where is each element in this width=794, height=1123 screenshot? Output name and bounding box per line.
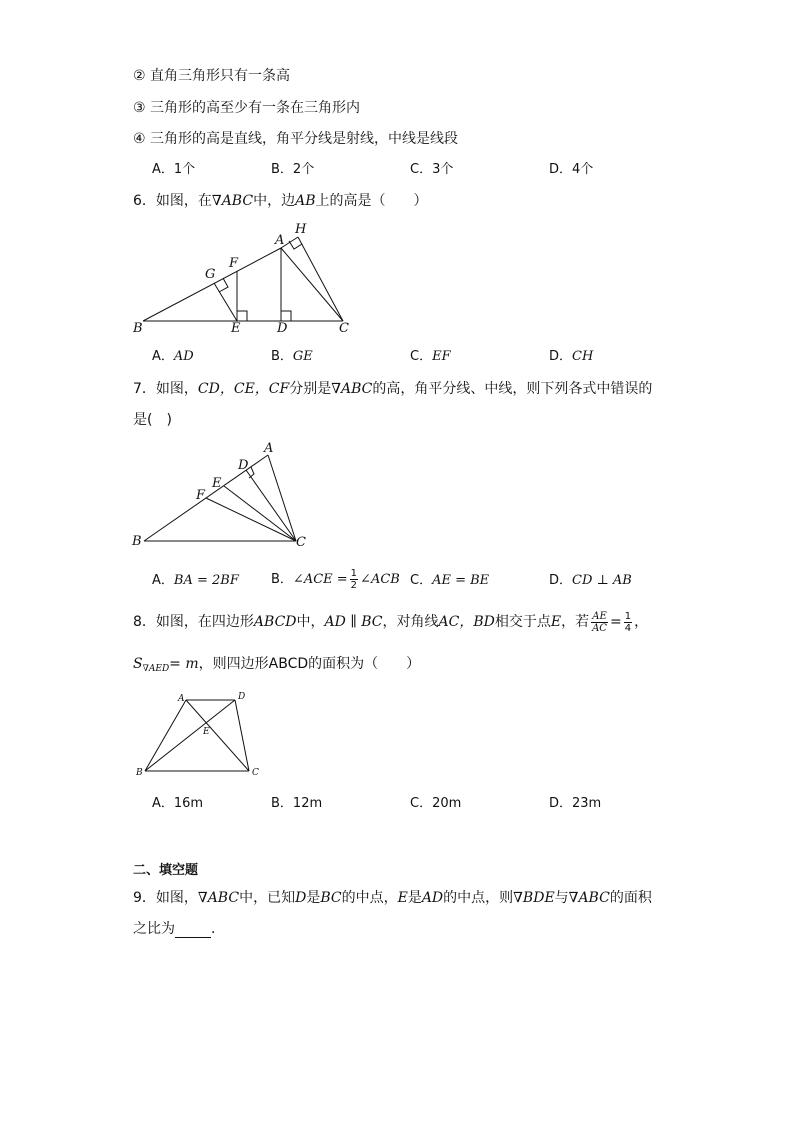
q8-figure [130,688,265,780]
q7-label-C: C [296,535,306,550]
q8-label-C: C [252,768,259,778]
q9-question-line2: 之比为 ． [133,921,225,937]
q8-label-B: B [136,768,143,778]
q7-option-c[interactable]: C．AE = BE [410,573,490,588]
statement-2: ② 直角三角形只有一条高 [133,68,291,84]
statement-3: ③ 三角形的高至少有一条在三角形内 [133,100,361,116]
q8-question-line2: $S_{\nabla AED}= m$，则四边形ABCD的面积为（ ） [133,656,421,674]
q7-question-line2: 是( ) [133,412,172,428]
q6-label-H: H [295,222,307,237]
q6-label-E: E [231,321,241,336]
q7-option-b-fraction: $\frac{1}{2}$ [350,568,358,591]
q8-label-E: E [203,727,210,737]
statement-4: ④ 三角形的高是直线，角平分线是射线，中线是线段 [133,131,458,147]
q7-label-D: D [238,458,249,473]
q7-label-E: E [212,476,222,491]
q7-option-b[interactable]: B．∠ACE = $\frac{1}{2}$ ∠ACB [271,568,400,591]
q7-label-F: F [196,488,206,503]
q7-figure [128,438,318,554]
q6-label-G: G [205,267,216,282]
q7-question: 7．如图，CD，CE，CF分别是∇ABC的高，角平分线、中线，则下列各式中错误的 [133,381,653,397]
q8-label-A: A [178,694,185,704]
q6-label-A: A [275,233,285,248]
q6-label-F: F [229,256,239,271]
q8-option-b[interactable]: B．12m [271,796,323,811]
q5-option-b[interactable]: B．2个 [271,162,315,177]
q8-label-D: D [238,692,246,702]
q6-option-c[interactable]: C．EF [410,349,451,364]
q5-option-d[interactable]: D．4个 [549,162,594,177]
q6-label-D: D [277,321,288,336]
q6-figure [128,218,363,340]
q6-option-d[interactable]: D．CH [549,349,594,364]
q7-option-d[interactable]: D．CD ⊥ AB [549,573,632,588]
q8-option-d[interactable]: D．23m [549,796,602,811]
q7-option-a[interactable]: A．BA = 2BF [152,573,239,588]
q7-label-B: B [132,534,142,549]
q9-answer-blank[interactable] [175,923,211,938]
q8-question: 8．如图，在四边形ABCD中，AD ∥ BC，对角线AC，BD相交于点E，若 $\frac{AE}{AC}$ = $\frac{1}{4}$ ， [133,610,649,634]
q6-option-a[interactable]: A．AD [152,349,194,364]
q7-label-A: A [264,441,274,456]
section-heading: 二、填空题 [133,863,199,878]
q6-label-C: C [339,321,349,336]
q6-label-B: B [133,321,143,336]
q9-question: 9．如图，∇ABC中，已知D是BC的中点，E是AD的中点，则∇BDE与∇ABC的面积 [133,890,652,906]
q5-option-c[interactable]: C．3个 [410,162,454,177]
q8-option-a[interactable]: A．16m [152,796,204,811]
q5-option-a[interactable]: A．1个 [152,162,196,177]
q8-option-c[interactable]: C．20m [410,796,462,811]
q6-question: 6．如图，在∇ABC中，边AB上的高是（ ） [133,193,428,209]
q6-option-b[interactable]: B．GE [271,349,313,364]
